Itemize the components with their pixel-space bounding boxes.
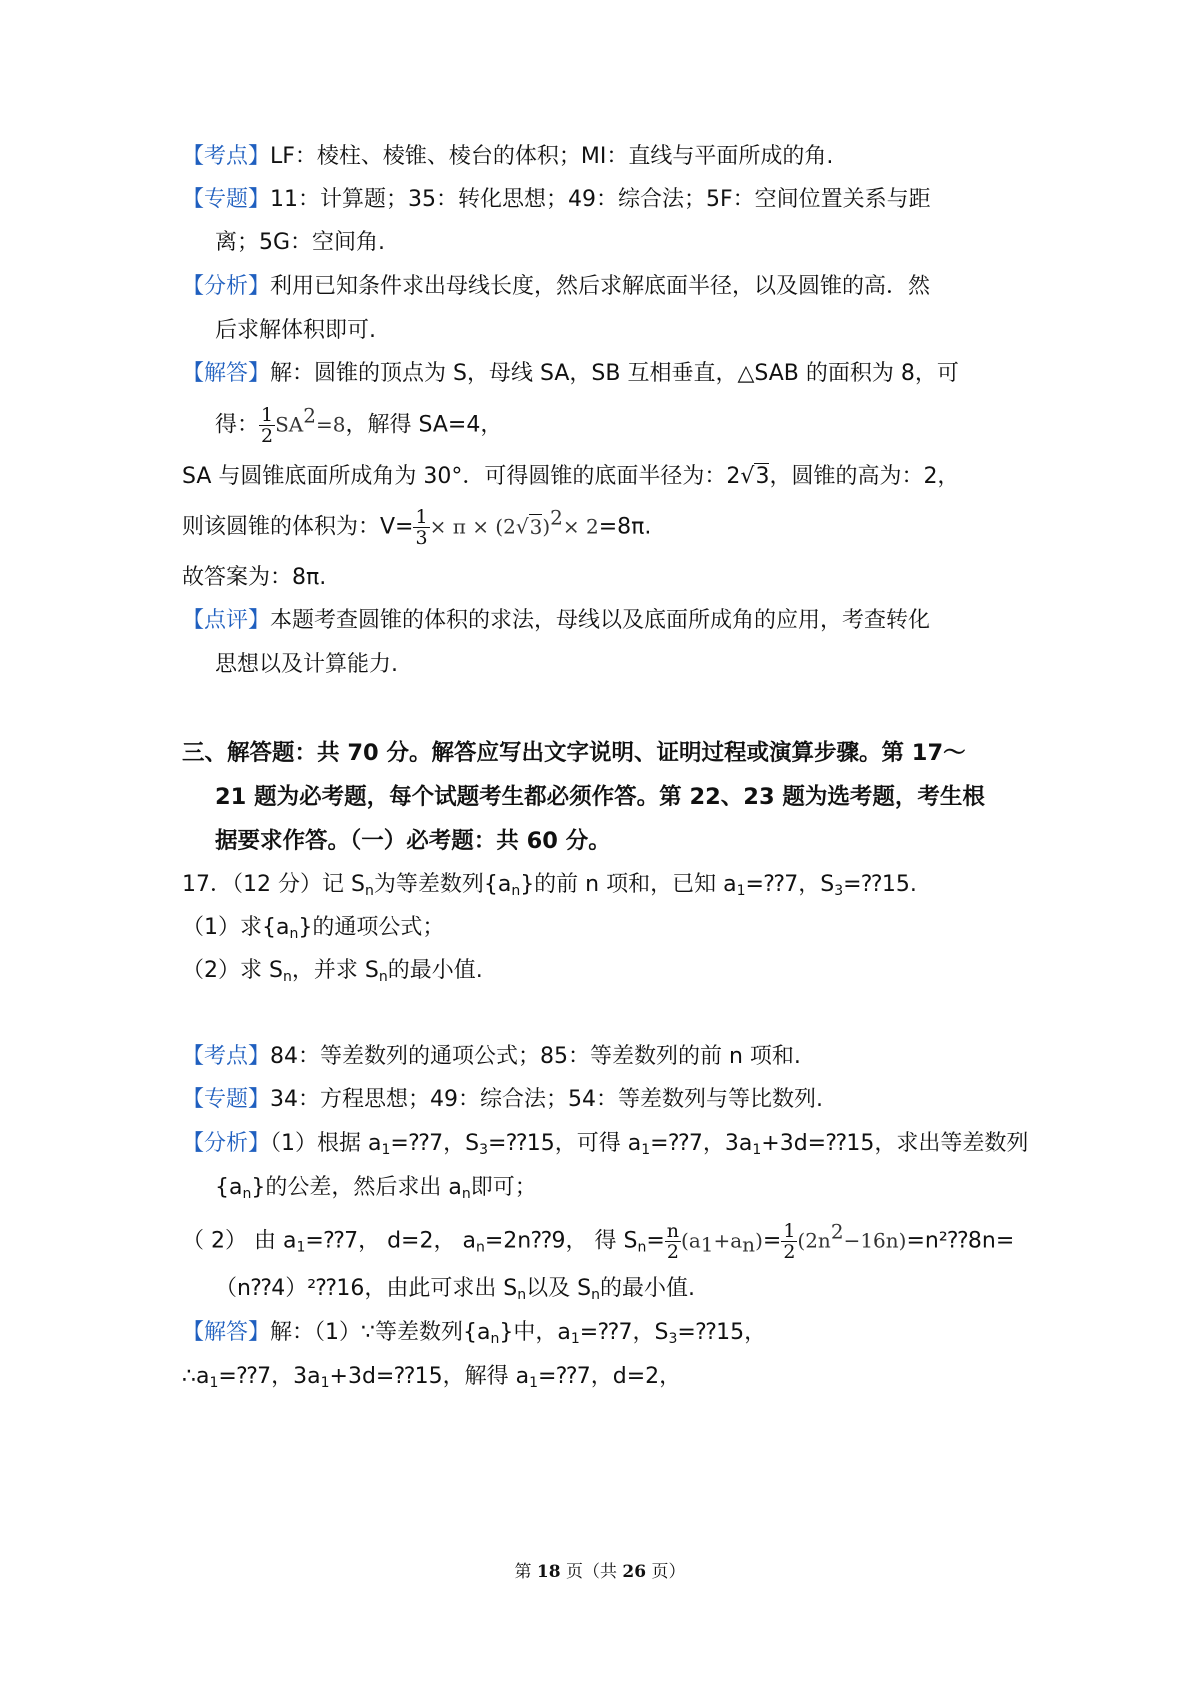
jieda-text: 解：圆锥的顶点为 S，母线 SA，SB 互相垂直，△SAB 的面积为 8，可 xyxy=(270,361,959,386)
dianping-tag: 【点评】 xyxy=(182,608,271,633)
jieda-tag: 【解答】 xyxy=(182,361,271,386)
page-number: 18 xyxy=(536,1562,561,1582)
fraction-one-half: $\frac{1}{2}$ xyxy=(261,404,274,447)
fenxi-line-3: 【分析】（1）根据 $a_1=⁇7$，$S_3=⁇15$，可得 $a_1=⁇7$，$3a_1+3d=⁇15$，求出等差数列 xyxy=(182,1131,1029,1158)
fraction-n-over-2: $\frac{n}{2}$ xyxy=(666,1220,680,1263)
fenxi-line-4: $\{a_n\}$的公差，然后求出 $a_n$即可； xyxy=(215,1175,537,1202)
section-3-heading-line-1: 三、解答题：共 70 分。解答应写出文字说明、证明过程或演算步骤。第 17～ xyxy=(182,740,966,766)
fenxi-line-2: 后求解体积即可. xyxy=(215,318,376,343)
zhuanti-tag: 【专题】 xyxy=(182,187,271,212)
dianping-line-1: 【点评】本题考查圆锥的体积的求法，母线以及底面所成角的应用，考查转化 xyxy=(182,608,931,633)
jieda-line-6: $\therefore a_1=⁇7$，$3a_1+3d=⁇15$，解得 $a_1=⁇7$，d=2， xyxy=(182,1364,682,1391)
q17-part-1: （1）求$\{a_n\}$的通项公式； xyxy=(182,915,445,942)
fraction-one-third: $\frac{1}{3}$ xyxy=(415,506,428,549)
jieda-line-2: 得： $\frac{1}{2}$ $SA^2=8$，解得 SA=4， xyxy=(215,403,503,447)
fraction-one-half-2: $\frac{1}{2}$ xyxy=(783,1220,796,1263)
kaodian-line-2: 【考点】84：等差数列的通项公式；85：等差数列的前 n 项和. xyxy=(182,1044,801,1069)
jieda-line-5: 【解答】解：（1）∵等差数列$\{a_n\}$中，$a_1=⁇7$，$S_3=⁇15$， xyxy=(182,1320,767,1347)
fenxi-line-5: （ 2） 由 $a_1=⁇7$， d=2， $a_n=2n⁇9$， 得 $S_n=$ $\frac{n}{2}$ $(a_1+a_n)=$ $\frac{1}{2}$ $(2n^2-16n)=n^2⁇8n=$ xyxy=(182,1219,1015,1263)
zhuanti-line-2: 离；5G：空间角. xyxy=(215,230,386,255)
kaodian-line-1 xyxy=(182,142,833,172)
fenxi-line-6: （n⁇4）²⁇16，由此可求出 $S_n$以及 $S_n$的最小值. xyxy=(215,1276,695,1303)
kaodian-tag: 【考点】 xyxy=(182,144,271,169)
q17-part-2: （2）求 $S_n$，并求 $S_n$的最小值. xyxy=(182,958,483,985)
q17-stem: 17．（12 分）记 $S_n$为等差数列$\{a_n\}$的前 n 项和，已知 $a_1=⁇7$，$S_3=⁇15$. xyxy=(182,872,917,899)
jieda-line-3: SA 与圆锥底面所成角为 30°．可得圆锥的底面半径为：2√3，圆锥的高为：2， xyxy=(182,464,960,489)
jieda-line-1 xyxy=(182,359,959,389)
dianping-line-2: 思想以及计算能力. xyxy=(215,652,398,677)
section-3-heading-line-2: 21 题为必考题，每个试题考生都必须作答。第 22、23 题为选考题，考生根 xyxy=(215,784,985,810)
kaodian-text: LF：棱柱、棱锥、棱台的体积；MI：直线与平面所成的角. xyxy=(270,144,834,169)
fenxi-text: 利用已知条件求出母线长度，然后求解底面半径，以及圆锥的高．然 xyxy=(270,274,931,299)
zhuanti-line-3: 【专题】34：方程思想；49：综合法；54：等差数列与等比数列. xyxy=(182,1087,823,1112)
fenxi-line-1 xyxy=(182,272,930,302)
section-3-heading-line-3: 据要求作答。（一）必考题：共 60 分。 xyxy=(215,828,611,854)
page-total: 26 xyxy=(622,1562,647,1582)
sqrt-3: 3 xyxy=(755,464,770,489)
page-footer: 第 18 页（共 26 页） xyxy=(514,1562,686,1582)
answer-line: 故答案为：8π. xyxy=(182,565,327,590)
zhuanti-line-1 xyxy=(182,185,931,215)
jieda-line-4: 则该圆锥的体积为：V= $\frac{1}{3}$ × $\pi \times (2√3)^2\times 2=8\pi$. xyxy=(182,505,652,549)
fenxi-tag: 【分析】 xyxy=(182,274,271,299)
zhuanti-text: 11：计算题；35：转化思想；49：综合法；5F：空间位置关系与距 xyxy=(270,187,931,212)
